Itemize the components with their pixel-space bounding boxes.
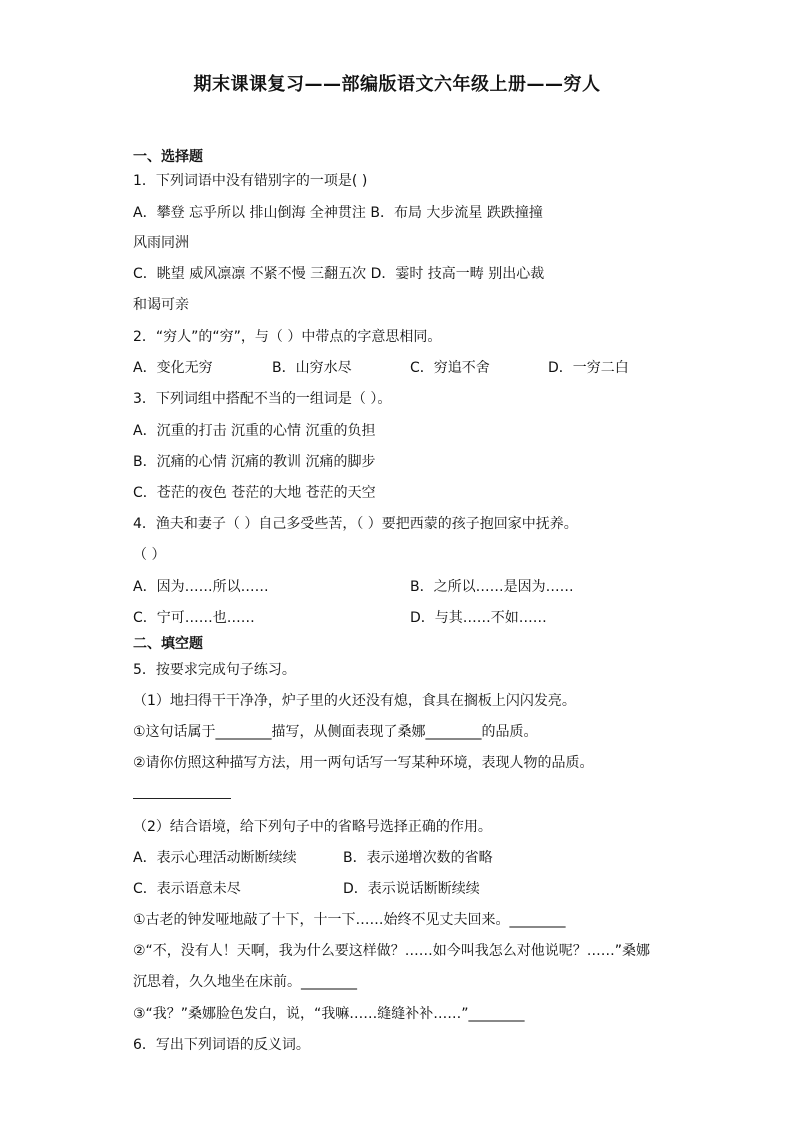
question-4-option-b: B．之所以……是因为…… bbox=[410, 579, 574, 595]
question-3-option-b: B．沉痛的心情 沉痛的教训 沉痛的脚步 bbox=[133, 454, 376, 470]
question-4-option-c: C．宁可……也…… bbox=[133, 610, 255, 626]
question-5-sub1-sentence: （1）地扫得干干净净，炉子里的火还没有熄，食具在搁板上闪闪发亮。 bbox=[133, 693, 576, 709]
question-5-sentence-1: ①古老的钟发哑地敲了十下，十一下……始终不见丈夫回来。________ bbox=[133, 912, 566, 928]
question-5-sub2-stem: （2）结合语境，给下列句子中的省略号选择正确的作用。 bbox=[133, 819, 492, 835]
question-1-options-ab: A．攀登 忘乎所以 排山倒海 全神贯注 B．布局 大步流星 跌跌撞撞 bbox=[133, 205, 543, 221]
question-5-option-c: C．表示语意未尽 bbox=[133, 881, 241, 897]
question-4-answer-paren: （ ） bbox=[133, 547, 166, 563]
question-2-option-a: A．变化无穷 bbox=[133, 360, 213, 376]
question-1-option-d-cont: 和谒可亲 bbox=[133, 297, 189, 313]
question-1-option-b-cont: 风雨同洲 bbox=[133, 235, 189, 251]
question-4-stem: 4．渔夫和妻子（ ）自己多受些苦，（ ）要把西蒙的孩子抱回家中抚养。 bbox=[133, 516, 578, 532]
question-5-option-b: B．表示递增次数的省略 bbox=[343, 850, 493, 866]
section-heading-fill: 二、填空题 bbox=[133, 636, 203, 652]
question-5-sentence-2-cont: 沉思着，久久地坐在床前。________ bbox=[133, 974, 357, 990]
answer-line bbox=[133, 798, 231, 799]
question-2-option-c: C．穷追不舍 bbox=[410, 360, 490, 376]
question-2-stem: 2．“穷人”的“穷”，与（ ）中带点的字意思相同。 bbox=[133, 329, 442, 345]
question-4-option-a: A．因为……所以…… bbox=[133, 579, 269, 595]
question-3-option-a: A．沉重的打击 沉重的心情 沉重的负担 bbox=[133, 423, 376, 439]
question-5-sub1-item-1: ①这句话属于________描写，从侧面表现了桑娜________的品质。 bbox=[133, 724, 538, 740]
section-heading-choice: 一、选择题 bbox=[133, 149, 203, 165]
question-5-stem: 5．按要求完成句子练习。 bbox=[133, 662, 296, 678]
question-3-option-c: C．苍茫的夜色 苍茫的大地 苍茫的天空 bbox=[133, 485, 376, 501]
question-5-sub1-item-2: ②请你仿照这种描写方法，用一两句话写一写某种环境，表现人物的品质。 bbox=[133, 755, 594, 771]
page-title: 期末课课复习——部编版语文六年级上册——穷人 bbox=[193, 74, 601, 95]
question-5-option-a: A．表示心理活动断断续续 bbox=[133, 850, 297, 866]
question-4-option-d: D．与其……不如…… bbox=[410, 610, 547, 626]
question-6-stem: 6．写出下列词语的反义词。 bbox=[133, 1037, 310, 1053]
question-2-option-b: B．山穷水尽 bbox=[272, 360, 352, 376]
question-5-sentence-3: ③“我？”桑娜脸色发白，说，“我嘛……缝缝补补……”________ bbox=[133, 1006, 525, 1022]
question-1-stem: 1．下列词语中没有错别字的一项是( ) bbox=[133, 173, 368, 189]
question-1-options-cd: C．眺望 威风凛凛 不紧不慢 三翻五次 D．霎时 技高一畴 别出心裁 bbox=[133, 266, 545, 282]
question-3-stem: 3．下列词组中搭配不当的一组词是（ ）。 bbox=[133, 391, 392, 407]
question-2-option-d: D．一穷二白 bbox=[548, 360, 629, 376]
question-5-sentence-2: ②“不，没有人！天啊，我为什么要这样做？……如今叫我怎么对他说呢？……”桑娜 bbox=[133, 943, 651, 959]
question-5-option-d: D．表示说话断断续续 bbox=[343, 881, 480, 897]
